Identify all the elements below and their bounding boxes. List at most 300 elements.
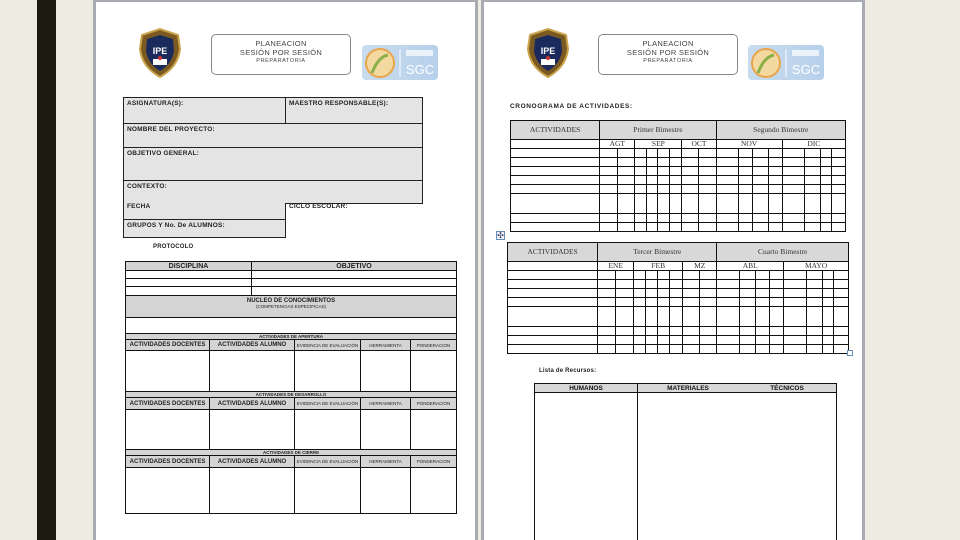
chrono-cell[interactable] (769, 336, 783, 345)
chrono-cell[interactable] (700, 298, 717, 307)
disciplina-cell[interactable] (126, 287, 252, 296)
chrono-cell[interactable] (755, 280, 769, 289)
chrono-cell[interactable] (645, 280, 657, 289)
chrono-cell[interactable] (670, 176, 682, 185)
chrono-cell[interactable] (645, 307, 657, 327)
chrono-cell[interactable] (716, 149, 738, 158)
chrono-cell[interactable] (717, 298, 739, 307)
chrono-cell[interactable] (598, 307, 616, 327)
chrono-cell[interactable] (635, 194, 647, 214)
chrono-cell[interactable] (739, 280, 755, 289)
chrono-cell[interactable] (658, 158, 670, 167)
chrono-cell[interactable] (769, 271, 783, 280)
chrono-cell[interactable] (716, 158, 738, 167)
chrono-cell[interactable] (658, 176, 670, 185)
chrono-cell[interactable] (600, 176, 618, 185)
chrono-cell[interactable] (600, 185, 618, 194)
chrono-cell[interactable] (669, 298, 682, 307)
chrono-cell[interactable] (738, 185, 752, 194)
chrono-cell[interactable] (769, 307, 783, 327)
chrono-cell[interactable] (657, 280, 669, 289)
chrono-cell[interactable] (618, 194, 635, 214)
chrono-cell[interactable] (647, 185, 658, 194)
chrono-cell[interactable] (804, 194, 820, 214)
chrono-cell[interactable] (647, 149, 658, 158)
chrono-cell[interactable] (647, 176, 658, 185)
chrono-cell[interactable] (717, 307, 739, 327)
chrono-cell[interactable] (807, 280, 822, 289)
chrono-cell[interactable] (645, 289, 657, 298)
chrono-cell[interactable] (807, 327, 822, 336)
chrono-cell[interactable] (752, 167, 768, 176)
humanos-cell[interactable] (535, 394, 637, 540)
chrono-cell[interactable] (769, 298, 783, 307)
objetivo-cell[interactable] (252, 287, 457, 296)
asignatura-field[interactable] (123, 97, 286, 124)
chrono-cell[interactable] (700, 307, 717, 327)
chrono-cell[interactable] (682, 185, 699, 194)
chrono-cell[interactable] (682, 194, 699, 214)
chrono-cell[interactable] (618, 214, 635, 223)
chrono-cell[interactable] (616, 280, 634, 289)
chrono-cell[interactable] (768, 185, 782, 194)
chrono-cell[interactable] (508, 298, 598, 307)
input-cell[interactable] (126, 351, 210, 392)
chrono-cell[interactable] (752, 149, 768, 158)
chrono-cell[interactable] (768, 149, 782, 158)
chrono-cell[interactable] (717, 327, 739, 336)
chrono-cell[interactable] (804, 214, 820, 223)
chrono-cell[interactable] (755, 271, 769, 280)
objetivo-cell[interactable] (252, 279, 457, 287)
chrono-cell[interactable] (508, 307, 598, 327)
input-cell[interactable] (411, 351, 457, 392)
chrono-cell[interactable] (682, 167, 699, 176)
chrono-cell[interactable] (768, 158, 782, 167)
chrono-cell[interactable] (820, 149, 831, 158)
chrono-cell[interactable] (700, 327, 717, 336)
chrono-cell[interactable] (647, 214, 658, 223)
chrono-cell[interactable] (752, 223, 768, 232)
chrono-cell[interactable] (784, 345, 807, 354)
chrono-cell[interactable] (755, 327, 769, 336)
fecha-field[interactable] (123, 203, 286, 220)
chrono-cell[interactable] (699, 214, 716, 223)
chrono-cell[interactable] (669, 280, 682, 289)
chrono-cell[interactable] (669, 307, 682, 327)
chrono-cell[interactable] (670, 149, 682, 158)
chrono-cell[interactable] (739, 327, 755, 336)
chrono-cell[interactable] (658, 167, 670, 176)
chrono-cell[interactable] (804, 149, 820, 158)
chrono-cell[interactable] (755, 307, 769, 327)
chrono-cell[interactable] (804, 158, 820, 167)
chrono-cell[interactable] (634, 345, 645, 354)
chrono-cell[interactable] (782, 158, 804, 167)
chrono-cell[interactable] (645, 271, 657, 280)
chrono-cell[interactable] (768, 194, 782, 214)
chrono-cell[interactable] (511, 223, 600, 232)
chrono-cell[interactable] (739, 345, 755, 354)
chrono-cell[interactable] (784, 289, 807, 298)
chrono-cell[interactable] (508, 289, 598, 298)
chrono-cell[interactable] (755, 345, 769, 354)
chrono-cell[interactable] (833, 289, 848, 298)
input-cell[interactable] (210, 468, 295, 514)
chrono-cell[interactable] (658, 185, 670, 194)
chrono-cell[interactable] (831, 158, 845, 167)
chrono-cell[interactable] (831, 176, 845, 185)
chrono-cell[interactable] (657, 307, 669, 327)
chrono-cell[interactable] (831, 223, 845, 232)
chrono-cell[interactable] (804, 223, 820, 232)
chrono-cell[interactable] (769, 289, 783, 298)
chrono-cell[interactable] (658, 214, 670, 223)
chrono-cell[interactable] (833, 298, 848, 307)
chrono-cell[interactable] (804, 185, 820, 194)
chrono-cell[interactable] (670, 223, 682, 232)
chrono-cell[interactable] (616, 336, 634, 345)
chrono-cell[interactable] (769, 280, 783, 289)
chrono-cell[interactable] (822, 307, 833, 327)
chrono-cell[interactable] (769, 345, 783, 354)
chrono-cell[interactable] (683, 271, 700, 280)
chrono-cell[interactable] (716, 223, 738, 232)
chrono-cell[interactable] (755, 289, 769, 298)
chrono-cell[interactable] (669, 336, 682, 345)
chrono-cell[interactable] (669, 271, 682, 280)
input-cell[interactable] (411, 410, 457, 450)
materiales-tecnicos-cell[interactable] (638, 394, 836, 540)
chrono-cell[interactable] (634, 280, 645, 289)
chrono-cell[interactable] (600, 223, 618, 232)
chrono-cell[interactable] (598, 289, 616, 298)
chrono-cell[interactable] (782, 167, 804, 176)
chrono-cell[interactable] (755, 298, 769, 307)
chrono-cell[interactable] (670, 158, 682, 167)
chrono-cell[interactable] (635, 223, 647, 232)
chrono-cell[interactable] (768, 176, 782, 185)
chrono-cell[interactable] (511, 167, 600, 176)
chrono-cell[interactable] (822, 298, 833, 307)
chrono-cell[interactable] (807, 307, 822, 327)
chrono-cell[interactable] (820, 185, 831, 194)
chrono-cell[interactable] (717, 336, 739, 345)
chrono-cell[interactable] (768, 214, 782, 223)
chrono-cell[interactable] (717, 280, 739, 289)
chrono-cell[interactable] (645, 345, 657, 354)
chrono-cell[interactable] (647, 158, 658, 167)
chrono-cell[interactable] (700, 280, 717, 289)
chrono-cell[interactable] (635, 167, 647, 176)
chrono-cell[interactable] (807, 336, 822, 345)
chrono-cell[interactable] (508, 280, 598, 289)
chrono-cell[interactable] (822, 289, 833, 298)
chrono-cell[interactable] (635, 149, 647, 158)
chrono-cell[interactable] (511, 214, 600, 223)
table-move-handle-icon[interactable]: ✣ (497, 231, 504, 240)
chrono-cell[interactable] (804, 167, 820, 176)
chrono-cell[interactable] (784, 327, 807, 336)
chrono-cell[interactable] (782, 214, 804, 223)
chrono-cell[interactable] (618, 223, 635, 232)
chrono-cell[interactable] (833, 280, 848, 289)
chrono-cell[interactable] (752, 176, 768, 185)
chrono-cell[interactable] (618, 167, 635, 176)
chrono-cell[interactable] (739, 289, 755, 298)
chrono-cell[interactable] (600, 167, 618, 176)
chrono-cell[interactable] (784, 298, 807, 307)
chrono-cell[interactable] (716, 185, 738, 194)
chrono-cell[interactable] (616, 307, 634, 327)
chrono-cell[interactable] (657, 289, 669, 298)
chrono-cell[interactable] (616, 345, 634, 354)
table-resize-handle-icon[interactable] (847, 350, 853, 356)
chrono-cell[interactable] (683, 289, 700, 298)
chrono-cell[interactable] (822, 280, 833, 289)
chrono-cell[interactable] (616, 327, 634, 336)
chrono-cell[interactable] (755, 336, 769, 345)
grupos-field[interactable] (123, 219, 286, 238)
chrono-cell[interactable] (699, 176, 716, 185)
chrono-cell[interactable] (822, 336, 833, 345)
chrono-cell[interactable] (820, 223, 831, 232)
chrono-cell[interactable] (739, 298, 755, 307)
chrono-cell[interactable] (682, 158, 699, 167)
maestro-field[interactable] (285, 97, 423, 124)
chrono-cell[interactable] (645, 327, 657, 336)
chrono-cell[interactable] (820, 214, 831, 223)
chrono-cell[interactable] (600, 194, 618, 214)
chrono-cell[interactable] (635, 185, 647, 194)
chrono-cell[interactable] (807, 271, 822, 280)
chrono-cell[interactable] (699, 149, 716, 158)
chrono-cell[interactable] (647, 194, 658, 214)
chrono-cell[interactable] (831, 194, 845, 214)
chrono-cell[interactable] (647, 167, 658, 176)
chrono-cell[interactable] (738, 167, 752, 176)
chrono-cell[interactable] (511, 194, 600, 214)
disciplina-cell[interactable] (126, 271, 252, 279)
chrono-cell[interactable] (739, 271, 755, 280)
chrono-cell[interactable] (508, 271, 598, 280)
objetivo-cell[interactable] (252, 271, 457, 279)
proyecto-field[interactable] (123, 123, 423, 148)
chrono-cell[interactable] (739, 336, 755, 345)
chrono-cell[interactable] (658, 223, 670, 232)
chrono-cell[interactable] (618, 185, 635, 194)
chrono-cell[interactable] (645, 336, 657, 345)
chrono-cell[interactable] (768, 167, 782, 176)
chrono-cell[interactable] (618, 158, 635, 167)
chrono-cell[interactable] (784, 336, 807, 345)
chrono-cell[interactable] (833, 271, 848, 280)
chrono-cell[interactable] (739, 307, 755, 327)
chrono-cell[interactable] (682, 176, 699, 185)
chrono-cell[interactable] (716, 167, 738, 176)
chrono-cell[interactable] (831, 185, 845, 194)
input-cell[interactable] (295, 468, 361, 514)
input-cell[interactable] (126, 410, 210, 450)
input-cell[interactable] (361, 351, 411, 392)
chrono-cell[interactable] (699, 194, 716, 214)
chrono-cell[interactable] (831, 167, 845, 176)
chrono-cell[interactable] (600, 149, 618, 158)
chrono-cell[interactable] (683, 345, 700, 354)
chrono-cell[interactable] (683, 280, 700, 289)
chrono-cell[interactable] (657, 298, 669, 307)
chrono-cell[interactable] (658, 194, 670, 214)
chrono-cell[interactable] (635, 214, 647, 223)
chrono-cell[interactable] (616, 298, 634, 307)
chrono-cell[interactable] (511, 158, 600, 167)
nucleo-cell[interactable] (126, 318, 457, 334)
chrono-cell[interactable] (634, 336, 645, 345)
chrono-cell[interactable] (645, 298, 657, 307)
chrono-cell[interactable] (833, 336, 848, 345)
chrono-cell[interactable] (738, 158, 752, 167)
chrono-cell[interactable] (598, 271, 616, 280)
chrono-cell[interactable] (511, 149, 600, 158)
chrono-cell[interactable] (782, 185, 804, 194)
input-cell[interactable] (295, 410, 361, 450)
chrono-cell[interactable] (752, 158, 768, 167)
objetivo-general-field[interactable] (123, 147, 423, 181)
chrono-cell[interactable] (511, 176, 600, 185)
chrono-cell[interactable] (822, 327, 833, 336)
chrono-cell[interactable] (598, 280, 616, 289)
chrono-cell[interactable] (782, 194, 804, 214)
chrono-cell[interactable] (616, 271, 634, 280)
chrono-cell[interactable] (768, 223, 782, 232)
chrono-cell[interactable] (634, 289, 645, 298)
chrono-cell[interactable] (782, 149, 804, 158)
chrono-cell[interactable] (738, 214, 752, 223)
chrono-cell[interactable] (682, 149, 699, 158)
chrono-cell[interactable] (669, 327, 682, 336)
chrono-cell[interactable] (822, 271, 833, 280)
chrono-cell[interactable] (634, 298, 645, 307)
chrono-cell[interactable] (598, 336, 616, 345)
chrono-cell[interactable] (658, 149, 670, 158)
chrono-cell[interactable] (657, 336, 669, 345)
chrono-cell[interactable] (804, 176, 820, 185)
chrono-cell[interactable] (716, 176, 738, 185)
chrono-cell[interactable] (700, 289, 717, 298)
chrono-cell[interactable] (682, 223, 699, 232)
input-cell[interactable] (210, 351, 295, 392)
chrono-cell[interactable] (657, 345, 669, 354)
chrono-cell[interactable] (669, 345, 682, 354)
chrono-cell[interactable] (699, 167, 716, 176)
chrono-cell[interactable] (616, 289, 634, 298)
chrono-cell[interactable] (831, 149, 845, 158)
chrono-cell[interactable] (699, 223, 716, 232)
chrono-cell[interactable] (618, 149, 635, 158)
chrono-cell[interactable] (647, 223, 658, 232)
contexto-field[interactable] (123, 180, 423, 204)
chrono-cell[interactable] (752, 194, 768, 214)
chrono-cell[interactable] (670, 194, 682, 214)
chrono-cell[interactable] (820, 194, 831, 214)
chrono-cell[interactable] (738, 223, 752, 232)
chrono-cell[interactable] (820, 176, 831, 185)
chrono-cell[interactable] (807, 289, 822, 298)
chrono-cell[interactable] (752, 214, 768, 223)
chrono-cell[interactable] (716, 194, 738, 214)
input-cell[interactable] (126, 468, 210, 514)
input-cell[interactable] (210, 410, 295, 450)
chrono-cell[interactable] (738, 149, 752, 158)
input-cell[interactable] (295, 351, 361, 392)
chrono-cell[interactable] (700, 271, 717, 280)
chrono-cell[interactable] (683, 336, 700, 345)
chrono-cell[interactable] (699, 185, 716, 194)
chrono-cell[interactable] (752, 185, 768, 194)
chrono-cell[interactable] (670, 167, 682, 176)
chrono-cell[interactable] (769, 327, 783, 336)
chrono-cell[interactable] (600, 158, 618, 167)
chrono-cell[interactable] (634, 307, 645, 327)
chrono-cell[interactable] (508, 327, 598, 336)
chrono-cell[interactable] (700, 345, 717, 354)
chrono-cell[interactable] (782, 223, 804, 232)
chrono-cell[interactable] (683, 307, 700, 327)
chrono-cell[interactable] (683, 327, 700, 336)
chrono-cell[interactable] (598, 298, 616, 307)
chrono-cell[interactable] (669, 289, 682, 298)
chrono-cell[interactable] (699, 158, 716, 167)
input-cell[interactable] (411, 468, 457, 514)
chrono-cell[interactable] (618, 176, 635, 185)
chrono-cell[interactable] (717, 289, 739, 298)
chrono-cell[interactable] (635, 158, 647, 167)
chrono-cell[interactable] (833, 307, 848, 327)
chrono-cell[interactable] (782, 176, 804, 185)
chrono-cell[interactable] (635, 176, 647, 185)
chrono-cell[interactable] (807, 345, 822, 354)
disciplina-cell[interactable] (126, 279, 252, 287)
input-cell[interactable] (361, 468, 411, 514)
chrono-cell[interactable] (634, 271, 645, 280)
chrono-cell[interactable] (700, 336, 717, 345)
chrono-cell[interactable] (831, 214, 845, 223)
chrono-cell[interactable] (598, 327, 616, 336)
chrono-cell[interactable] (508, 345, 598, 354)
chrono-cell[interactable] (738, 194, 752, 214)
chrono-cell[interactable] (634, 327, 645, 336)
chrono-cell[interactable] (833, 327, 848, 336)
chrono-cell[interactable] (820, 158, 831, 167)
chrono-cell[interactable] (670, 185, 682, 194)
chrono-cell[interactable] (784, 280, 807, 289)
chrono-cell[interactable] (657, 271, 669, 280)
chrono-cell[interactable] (670, 214, 682, 223)
chrono-cell[interactable] (717, 345, 739, 354)
chrono-cell[interactable] (822, 345, 833, 354)
chrono-cell[interactable] (511, 185, 600, 194)
chrono-cell[interactable] (657, 327, 669, 336)
chrono-cell[interactable] (784, 271, 807, 280)
chrono-cell[interactable] (807, 298, 822, 307)
chrono-cell[interactable] (717, 271, 739, 280)
chrono-cell[interactable] (784, 307, 807, 327)
chrono-cell[interactable] (683, 298, 700, 307)
chrono-cell[interactable] (738, 176, 752, 185)
chrono-cell[interactable] (716, 214, 738, 223)
chrono-cell[interactable] (820, 167, 831, 176)
input-cell[interactable] (361, 410, 411, 450)
